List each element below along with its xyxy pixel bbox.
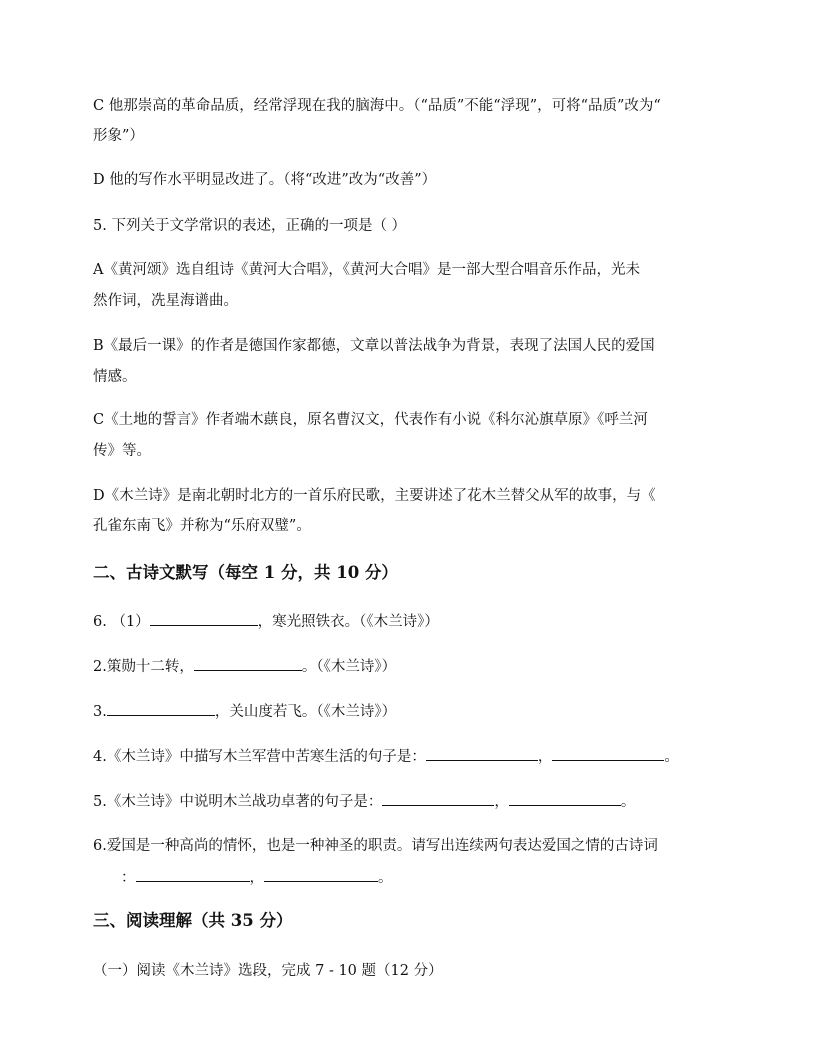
q6-1-line [93, 611, 439, 632]
q6-3-prefix: 3. [93, 704, 107, 720]
q6-4-suffix: 。 [664, 749, 679, 765]
q6-6-answer-blank-2[interactable] [264, 867, 378, 882]
q6-6-suffix: 。 [378, 870, 393, 886]
q6-6-mid: ， [249, 870, 264, 886]
q6-3-answer-blank[interactable] [107, 701, 215, 716]
q6-5-prefix: 5.《木兰诗》中说明木兰战功卓著的句子是： [93, 794, 383, 810]
q6-1-prefix: 6. （1） [93, 614, 150, 630]
q5-option-d-line-1: D《木兰诗》是南北朝时北方的一首乐府民歌，主要讲述了花木兰替父从军的故事，与《 [93, 488, 656, 504]
q6-5-answer-blank-1[interactable] [382, 791, 494, 806]
section-3-heading: 三、阅读理解（共 35 分） [93, 911, 293, 930]
q6-1-answer-blank[interactable] [150, 611, 258, 626]
q5-option-b-line-2: 情感。 [93, 369, 137, 385]
option-d-line: D 他的写作水平明显改进了。（将“改进”改为“改善”） [93, 172, 437, 188]
q5-option-a-line-2: 然作词，冼星海谱曲。 [93, 293, 238, 309]
section-2-heading: 二、古诗文默写（每空 1 分，共 10 分） [93, 563, 398, 582]
q6-4-prefix: 4.《木兰诗》中描写木兰军营中苦寒生活的句子是： [93, 749, 426, 765]
q6-4-mid: ， [537, 749, 553, 765]
q5-option-d-line-2: 孔雀东南飞》并称为“乐府双璧”。 [93, 518, 311, 534]
q6-2-suffix: 。（《木兰诗》） [301, 659, 397, 675]
q5-option-c-line-1: C《土地的誓言》作者端木蕻良，原名曹汉文，代表作有小说《科尔沁旗草原》《呼兰河 [93, 412, 648, 428]
q6-5-answer-blank-2[interactable] [509, 791, 621, 806]
q5-option-c-line-2: 传》等。 [93, 443, 151, 459]
q6-4-answer-blank-2[interactable] [552, 746, 664, 761]
q6-5-suffix: 。 [620, 794, 636, 810]
q5-option-a-line-1: A《黄河颂》选自组诗《黄河大合唱》，《黄河大合唱》是一部大型合唱音乐作品，光未 [93, 262, 640, 278]
q6-4-line [93, 746, 679, 767]
q6-2-line [93, 656, 396, 677]
q6-2-prefix: 2.策勋十二转， [93, 659, 194, 675]
reading-part-1-instruction: （一）阅读《木兰诗》选段，完成 7 - 10 题（12 分） [93, 963, 443, 979]
q6-6-answer-blank-1[interactable] [136, 867, 250, 882]
q6-1-suffix: ，寒光照铁衣。（《木兰诗》） [257, 614, 439, 630]
q6-3-suffix: ，关山度若飞。（《木兰诗》） [214, 704, 397, 720]
q6-6-prefix: ： [121, 870, 136, 886]
q6-4-answer-blank-1[interactable] [426, 746, 538, 761]
q6-5-line [93, 791, 635, 812]
q6-5-mid: ， [494, 794, 509, 810]
q6-6-line-2 [121, 867, 393, 888]
q6-3-line [93, 701, 396, 722]
q5-option-b-line-1: B《最后一课》的作者是德国作家都德，文章以普法战争为背景，表现了法国人民的爱国 [93, 338, 655, 354]
q6-6-line-1: 6.爱国是一种高尚的情怀，也是一种神圣的职责。请写出连续两句表达爱国之情的古诗词 [93, 838, 658, 854]
question-5: 5. 下列关于文学常识的表述，正确的一项是（ ） [93, 218, 407, 234]
q6-2-answer-blank[interactable] [194, 656, 302, 671]
option-c-line-2: 形象”） [93, 128, 144, 144]
option-c-line-1: C 他那崇高的革命品质，经常浮现在我的脑海中。（“品质”不能“浮现”，可将“品质”改为“ [93, 98, 661, 114]
